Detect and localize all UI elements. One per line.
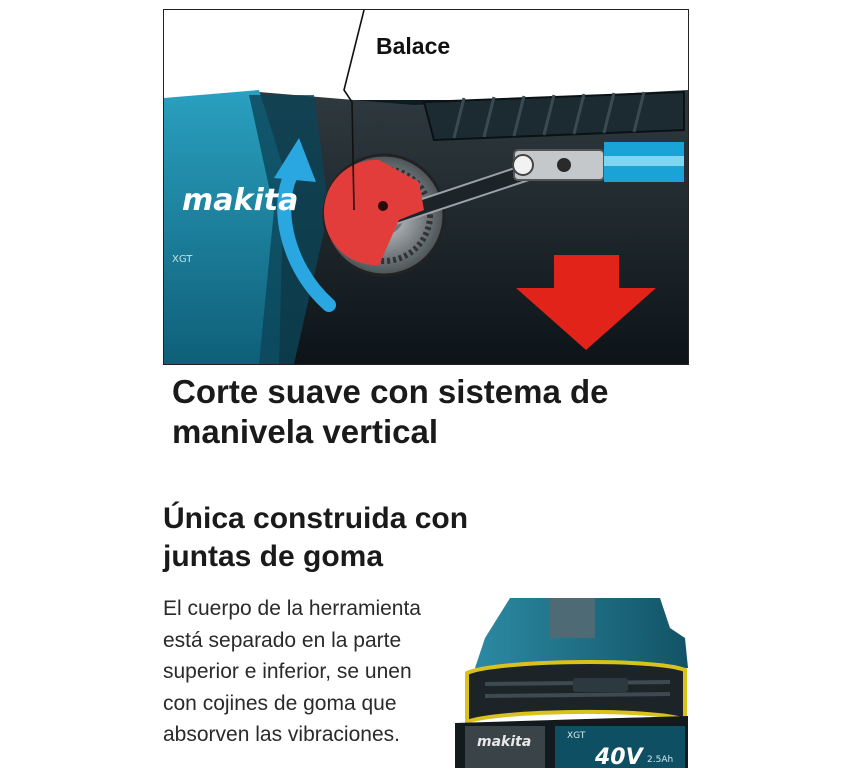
battery-xgt-badge: XGT [567, 731, 586, 741]
body-paragraph: El cuerpo de la herramienta está separado en la parte superior e inferior, se unen con cojines de goma que absorven las vibraciones. [163, 597, 421, 746]
battery-voltage: 40V [595, 745, 643, 768]
rubber-joint-graphic [455, 598, 688, 768]
mechanism-illustration [163, 9, 689, 365]
balancer-callout-label: Balace [376, 33, 451, 59]
rubber-joint-photo [455, 598, 688, 768]
battery-capacity: 2.5Ah [647, 755, 674, 765]
headline: Corte suave con sistema de manivela vertical [172, 373, 609, 450]
battery-makita-logo: makita [477, 734, 532, 750]
makita-logo: makita [182, 183, 299, 218]
subheadline: Única construida con juntas de goma [163, 502, 469, 573]
mechanism-graphic [164, 10, 688, 364]
xgt-badge: XGT [172, 254, 193, 265]
